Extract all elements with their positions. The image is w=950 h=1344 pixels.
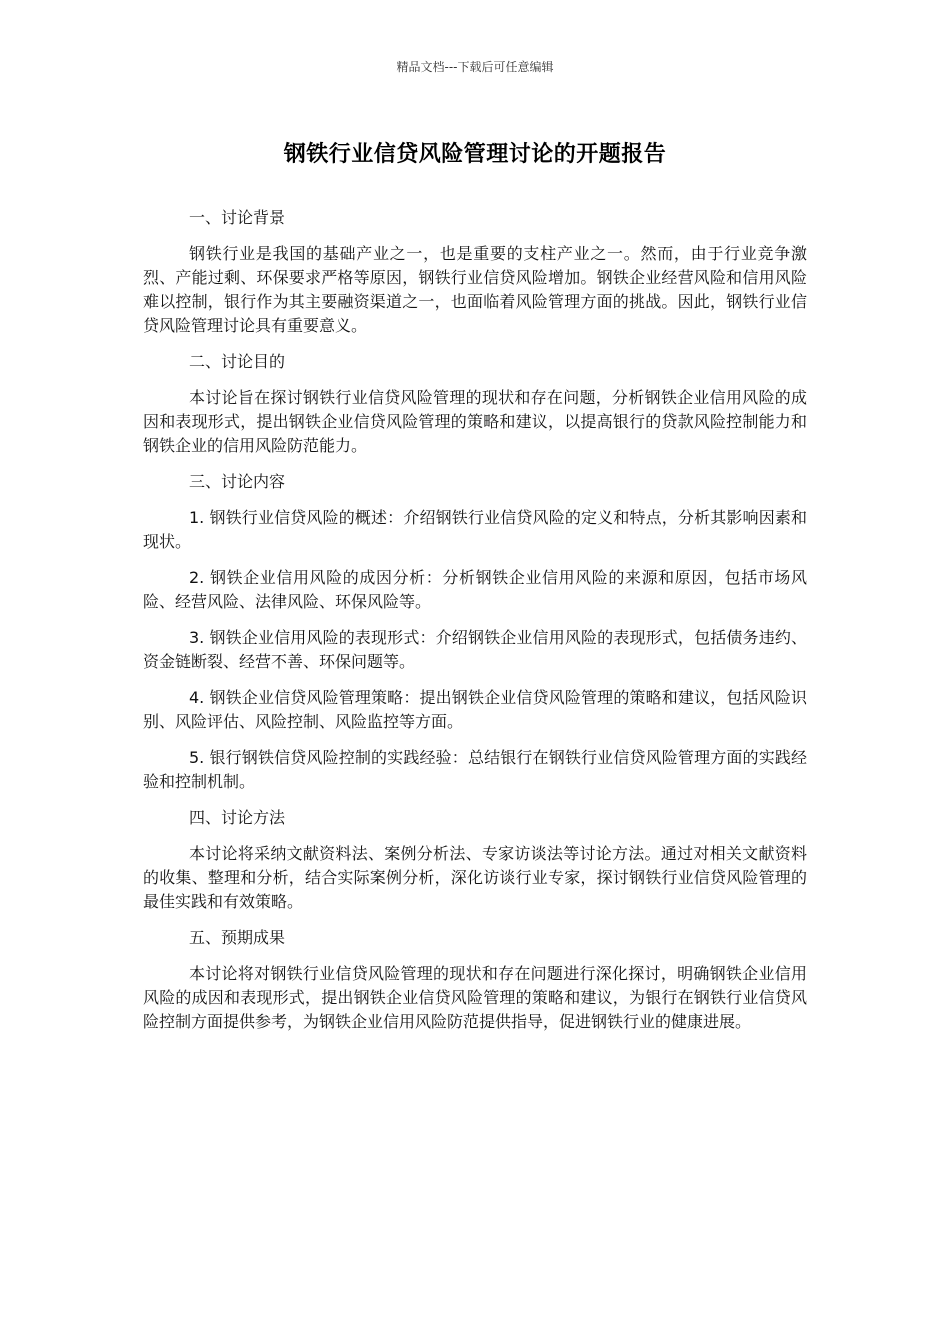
document-title: 钢铁行业信贷风险管理讨论的开题报告 <box>283 142 667 167</box>
section-heading: 一、讨论背景 <box>189 208 286 227</box>
list-item: 5. 银行钢铁信贷风险控制的实践经验：总结银行在钢铁行业信贷风险管理方面的实践经验和控制机制。 <box>143 748 807 791</box>
section-heading: 三、讨论内容 <box>189 472 286 491</box>
paragraph: 本讨论将采纳文献资料法、案例分析法、专家访谈法等讨论方法。通过对相关文献资料的收集、整理和分析，结合实际案例分析，深化访谈行业专家，探讨钢铁行业信贷风险管理的最佳实践和有效策略。 <box>143 844 807 911</box>
list-item: 1. 钢铁行业信贷风险的概述：介绍钢铁行业信贷风险的定义和特点，分析其影响因素和现状。 <box>143 508 807 551</box>
list-item: 3. 钢铁企业信用风险的表现形式：介绍钢铁企业信用风险的表现形式，包括债务违约、资金链断裂、经营不善、环保问题等。 <box>143 628 807 671</box>
section-heading: 四、讨论方法 <box>189 808 286 827</box>
list-item: 4. 钢铁企业信贷风险管理策略：提出钢铁企业信贷风险管理的策略和建议，包括风险识别、风险评估、风险控制、风险监控等方面。 <box>143 688 807 731</box>
section-heading: 五、预期成果 <box>189 928 286 947</box>
paragraph: 本讨论将对钢铁行业信贷风险管理的现状和存在问题进行深化探讨，明确钢铁企业信用风险的成因和表现形式，提出钢铁企业信贷风险管理的策略和建议，为银行在钢铁行业信贷风险控制方面提供参考，为钢铁企业信用风险防范提供指导，促进钢铁行业的健康进展。 <box>143 964 807 1031</box>
header-note: 精品文档---下载后可任意编辑 <box>396 60 554 74</box>
section-heading: 二、讨论目的 <box>189 352 286 371</box>
paragraph: 钢铁行业是我国的基础产业之一，也是重要的支柱产业之一。然而，由于行业竞争激烈、产能过剩、环保要求严格等原因，钢铁行业信贷风险增加。钢铁企业经营风险和信用风险难以控制，银行作为其主要融资渠道之一，也面临着风险管理方面的挑战。因此，钢铁行业信贷风险管理讨论具有重要意义。 <box>143 244 807 335</box>
list-item: 2. 钢铁企业信用风险的成因分析：分析钢铁企业信用风险的来源和原因，包括市场风险、经营风险、法律风险、环保风险等。 <box>143 568 807 611</box>
document-body <box>143 206 807 1046</box>
paragraph: 本讨论旨在探讨钢铁行业信贷风险管理的现状和存在问题，分析钢铁企业信用风险的成因和表现形式，提出钢铁企业信贷风险管理的策略和建议，以提高银行的贷款风险控制能力和钢铁企业的信用风险防范能力。 <box>143 388 807 455</box>
